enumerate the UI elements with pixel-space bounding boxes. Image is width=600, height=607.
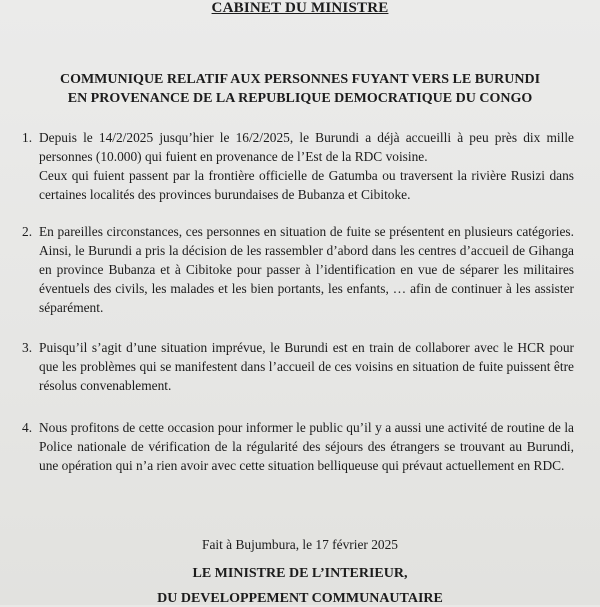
communique-title	[0, 70, 600, 108]
paragraph-text-continued: Ceux qui fuient passent par la frontière officielle de Gatumba ou traversent la rivière Rusizi dans certaines localités des provinces burundaises de Bubanza et Cibitoke.	[39, 168, 574, 202]
cabinet-heading: CABINET DU MINISTRE	[211, 0, 389, 16]
paragraph-2	[22, 222, 574, 317]
paragraph-number: 2.	[22, 224, 33, 239]
paragraph-text: Depuis le 14/2/2025 jusqu’hier le 16/2/2025, le Burundi a déjà accueilli à peu près dix mille personnes (10.000) qui fuient en provenance de l’Est de la RDC voisine.	[39, 130, 574, 164]
signatory-subtitle: DU DEVELOPPEMENT COMMUNAUTAIRE	[157, 591, 443, 606]
paragraph-text: Puisqu’il s’agit d’une situation imprévue, le Burundi est en train de collaborer avec le HCR pour que les problèmes qui se manifestent dans l’accueil de ces voisins en situation de fuite puissent être résolus convenablement.	[39, 340, 574, 393]
title-line-1: COMMUNIQUE RELATIF AUX PERSONNES FUYANT VERS LE BURUNDI	[59, 72, 541, 87]
paragraph-number: 3.	[22, 340, 33, 355]
paragraph-text: Nous profitons de cette occasion pour informer le public qu’il y a aussi une activité de routine de la Police nationale de vérification de la régularité des séjours des étrangers se trouvant au Burundi, une opération qui n’a rien avoir avec cette situation belliqueuse qui prévaut actuellement en RDC.	[39, 420, 574, 473]
title-line-2: EN PROVENANCE DE LA REPUBLIQUE DEMOCRATIQUE DU CONGO	[67, 91, 533, 106]
paragraph-3	[22, 338, 574, 395]
paragraph-1	[22, 128, 574, 204]
paragraph-number: 4.	[22, 420, 33, 435]
signatory-title: LE MINISTRE DE L’INTERIEUR,	[192, 566, 408, 581]
place-date: Fait à Bujumbura, le 17 février 2025	[202, 537, 398, 552]
paragraph-4	[22, 418, 574, 475]
paragraph-text: En pareilles circonstances, ces personnes en situation de fuite se présentent en plusieurs catégories. Ainsi, le Burundi a pris la décision de les rassembler d’abord dans les centres d’accueil de Gihanga en province Bubanza et à Cibitoke pour passer à l’identification en vue de séparer les militaires éventuels des civils, les malades et les bien portants, les enfants, … afin de continuer à les assister séparément.	[39, 224, 574, 315]
paragraph-number: 1.	[22, 130, 33, 145]
